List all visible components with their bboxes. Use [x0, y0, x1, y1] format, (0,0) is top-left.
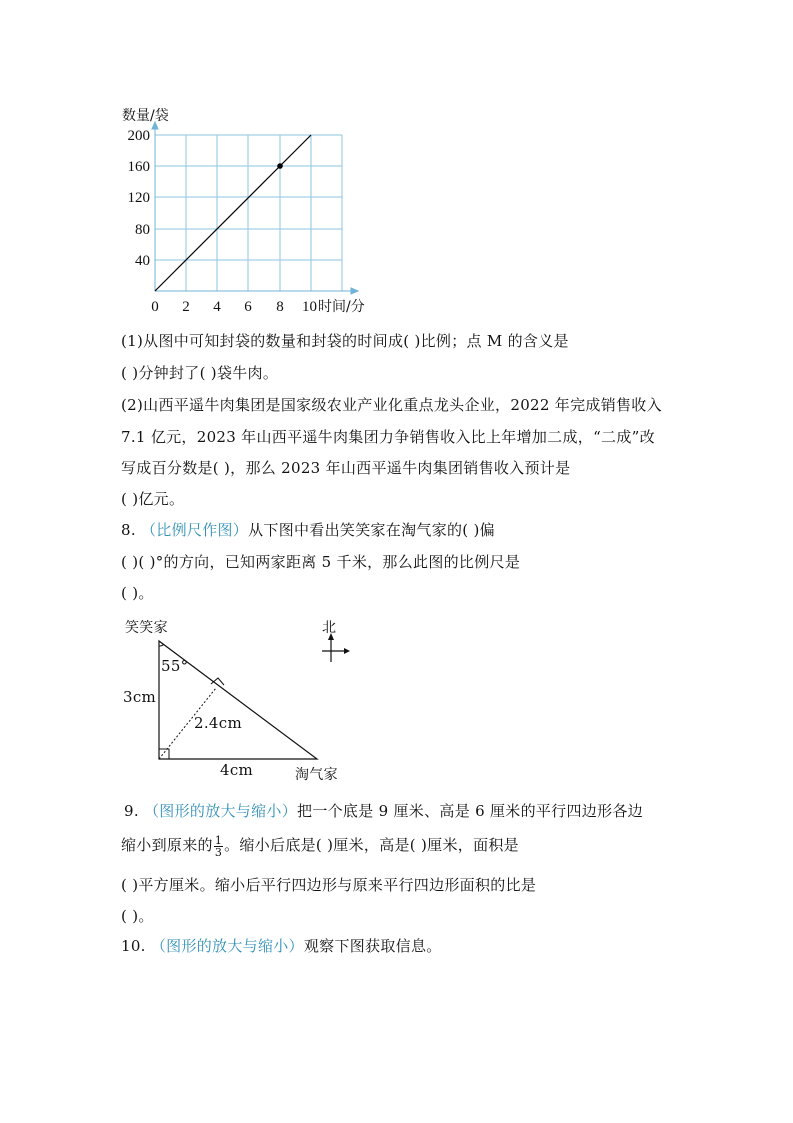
q8-line3: ( )。 — [121, 584, 154, 602]
q10-line1 — [121, 935, 442, 956]
label-bottom-side: 4cm — [220, 761, 254, 779]
label-xiaoxiao-home: 笑笑家 — [125, 620, 168, 636]
x-axis-label: 时间/分 — [318, 299, 365, 315]
q9-line1-text: 把一个底是 9 厘米、高是 6 厘米的平行四边形各边 — [297, 802, 643, 820]
label-height: 2.4cm — [194, 714, 242, 732]
q10-line1-text: 观察下图获取信息。 — [303, 937, 442, 955]
y-tick: 200 — [127, 128, 150, 144]
label-angle: 55° — [161, 657, 189, 675]
q7-part1-line2: ( )分钟封了( )袋牛肉。 — [121, 364, 279, 382]
q7-part1-line1: (1)从图中可知封袋的数量和封袋的时间成( )比例；点 M 的含义是 — [121, 332, 569, 350]
topic-tag: （图形的放大与缩小） — [150, 937, 304, 955]
question-number: 9. — [124, 802, 139, 820]
y-tick: 120 — [127, 190, 150, 206]
q7-part2-line1: (2)山西平遥牛肉集团是国家级农业产业化重点龙头企业，2022 年完成销售收入 — [121, 396, 662, 414]
x-tick: 6 — [244, 299, 252, 315]
question-number: 8. — [121, 521, 136, 539]
x-tick: 8 — [276, 299, 284, 315]
fraction-denominator: 3 — [214, 845, 223, 859]
q9-line2 — [121, 834, 519, 858]
question-number: 10. — [121, 937, 146, 955]
fraction-one-third — [214, 835, 223, 858]
topic-tag: （图形的放大与缩小） — [144, 802, 298, 820]
y-tick: 160 — [127, 159, 150, 175]
q9-line3: ( )平方厘米。缩小后平行四边形与原来平行四边形面积的比是 — [121, 876, 537, 894]
label-left-side: 3cm — [123, 688, 157, 706]
label-north: 北 — [322, 620, 337, 636]
x-tick: 4 — [213, 299, 221, 315]
q7-part2-line2: 7.1 亿元，2023 年山西平遥牛肉集团力争销售收入比上年增加二成，“二成”改 — [121, 428, 655, 446]
angle-arc — [159, 644, 164, 646]
q7-part2-line4: ( )亿元。 — [121, 490, 185, 508]
y-tick: 80 — [135, 222, 150, 238]
q9-line1 — [124, 800, 643, 821]
compass-icon — [322, 633, 350, 662]
q9-line2-pre: 缩小到原来的 — [121, 836, 213, 854]
x-tick: 0 — [151, 299, 159, 315]
q9-line2-post: 。缩小后底是( )厘米，高是( )厘米，面积是 — [224, 836, 519, 854]
y-tick: 40 — [135, 253, 150, 269]
fraction-numerator: 1 — [214, 833, 223, 847]
label-taoqi-home: 淘气家 — [295, 767, 338, 783]
q8-line2: ( )( )°的方向，已知两家距离 5 千米，那么此图的比例尺是 — [121, 553, 521, 571]
q7-part2-line3: 写成百分数是( )，那么 2023 年山西平遥牛肉集团销售收入预计是 — [121, 459, 571, 477]
topic-tag: （比例尺作图） — [141, 521, 249, 539]
q9-line4: ( )。 — [121, 907, 154, 925]
x-tick: 2 — [182, 299, 190, 315]
y-axis-label: 数量/袋 — [122, 108, 169, 124]
right-angle-mark — [159, 749, 169, 759]
q8-line1-text: 从下图中看出笑笑家在淘气家的( )偏 — [248, 521, 495, 539]
x-tick: 10 — [302, 299, 317, 315]
